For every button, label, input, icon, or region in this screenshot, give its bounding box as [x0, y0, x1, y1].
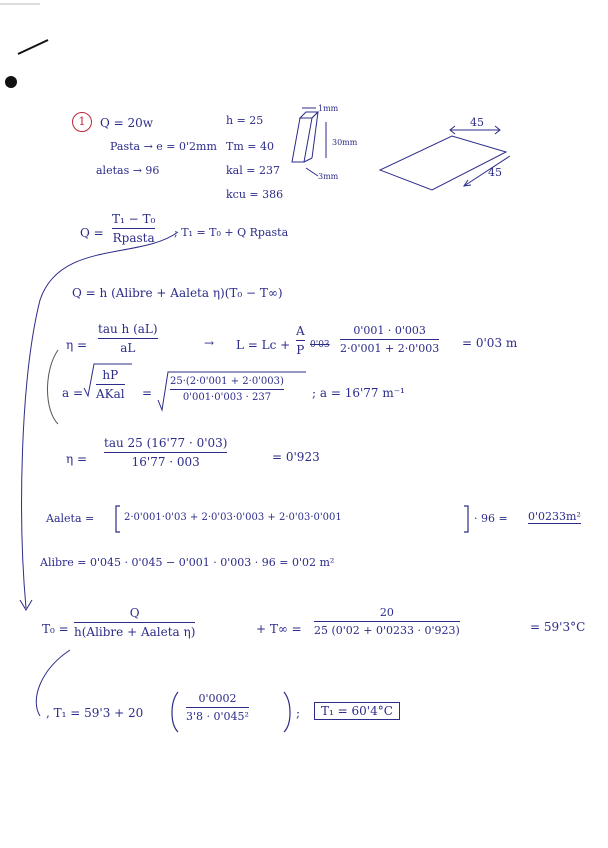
eq4-fraction-2: [170, 376, 284, 403]
eq3-result: = 0'03 m: [462, 336, 518, 350]
eq9-fraction: [186, 692, 249, 723]
eq1-den: Rpasta: [112, 231, 155, 245]
eq4-den2: 0'001·0'003 · 237: [182, 392, 272, 403]
eq1-lhs: Q =: [80, 226, 104, 240]
eq3-strike: 0'03: [310, 340, 330, 350]
eq3-mid: L = Lc +: [236, 338, 291, 352]
eq3-num2: 0'001 · 0'003: [353, 324, 426, 337]
eq3-den: aL: [120, 341, 136, 355]
given-aletas: aletas → 96: [96, 164, 160, 177]
given-pasta: Pasta → e = 0'2mm: [110, 140, 217, 153]
eq8-lhs: T₀ =: [42, 622, 69, 636]
eq1-num: T₁ − T₀: [112, 212, 156, 226]
fin-dim-top: 1mm: [318, 104, 339, 113]
eq3-fraction: [98, 322, 158, 355]
given-Tm: Tm = 40: [226, 140, 274, 153]
eq8-num2: 20: [379, 606, 394, 619]
eq5-den: 16'77 · 003: [131, 455, 200, 469]
plate-dim-a: 45: [470, 116, 484, 129]
eq3-A-den: P: [296, 343, 305, 357]
paren-left: [172, 692, 178, 732]
eq1-rest: ; T₁ = T₀ + Q Rpasta: [174, 226, 289, 239]
eq8-fraction: [74, 606, 195, 639]
eq5-result: = 0'923: [272, 450, 320, 464]
eq5-num: tau 25 (16'77 · 0'03): [104, 436, 228, 450]
eq8-plus: + T∞ =: [256, 622, 302, 636]
eq7: Alibre = 0'045 · 0'045 − 0'001 · 0'003 · 96 = 0'02 m²: [40, 556, 335, 569]
bracket-right: [464, 506, 468, 532]
eq3-num: tau h (aL): [98, 322, 158, 336]
eq3-den2: 2·0'001 + 2·0'003: [340, 342, 440, 355]
eq8-result: = 59'3°C: [530, 620, 586, 634]
eq3-A-fraction: [296, 324, 305, 357]
eq2: Q = h (Alibre + Aaleta η)(T₀ − T∞): [72, 286, 283, 300]
fin-dim-height: 30mm: [332, 138, 358, 147]
eq1-fraction: [112, 212, 155, 245]
eq8-fraction-2: [314, 606, 460, 637]
eq9-lhs: , T₁ = 59'3 + 20: [46, 706, 144, 720]
eq4-equals: =: [142, 386, 153, 400]
eq8-num: Q: [129, 606, 140, 620]
given-kcu: kcu = 386: [226, 188, 284, 201]
fin-dim-depth: 3mm: [318, 172, 339, 181]
eq5-lhs: η =: [66, 452, 88, 466]
eq6-lhs: Aaleta =: [46, 512, 95, 525]
eq9-den: 3'8 · 0'045²: [186, 710, 249, 723]
eq8-den2: 25 (0'02 + 0'0233 · 0'923): [314, 624, 460, 637]
plate-dim-b: 45: [488, 166, 502, 179]
bracket-left: [116, 506, 120, 532]
eq4-result: ; a = 16'77 m⁻¹: [312, 386, 405, 400]
eq3-A-num: A: [296, 324, 305, 338]
eq4-lhs: a =: [62, 386, 84, 400]
eq6-result: 0'0233m²: [528, 510, 581, 523]
pencil-dash: [18, 40, 48, 54]
problem-number-circle: 1: [72, 112, 92, 132]
eq6-times: · 96 =: [474, 512, 508, 525]
eq3-lhs: η =: [66, 338, 88, 352]
eq9-semi: ;: [296, 706, 301, 720]
eq4-num: hP: [102, 368, 119, 382]
eq3-fraction-2: [340, 324, 439, 355]
eq9-result-box: T₁ = 60'4°C: [314, 702, 400, 720]
pencil-dot: [5, 76, 17, 88]
eq4-fraction: [96, 368, 125, 401]
eq4-num2: 25·(2·0'001 + 2·0'003): [170, 376, 284, 387]
paren-right: [284, 692, 290, 732]
given-h: h = 25: [226, 114, 264, 127]
eq3-arrow: →: [204, 336, 215, 350]
given-Q: Q = 20w: [100, 116, 154, 130]
eq8-den: h(Alibre + Aaleta η): [74, 625, 196, 639]
plate-sketch: [380, 126, 510, 190]
eq5-fraction: [104, 436, 227, 469]
pencil-bracket: [48, 350, 59, 424]
eq9-num: 0'0002: [198, 692, 237, 705]
eq6-bracket: 2·0'001·0'03 + 2·0'03·0'003 + 2·0'03·0'001: [124, 512, 342, 523]
fin-sketch: [292, 108, 326, 176]
eq4-den: AKal: [96, 387, 125, 401]
given-kal: kal = 237: [226, 164, 280, 177]
